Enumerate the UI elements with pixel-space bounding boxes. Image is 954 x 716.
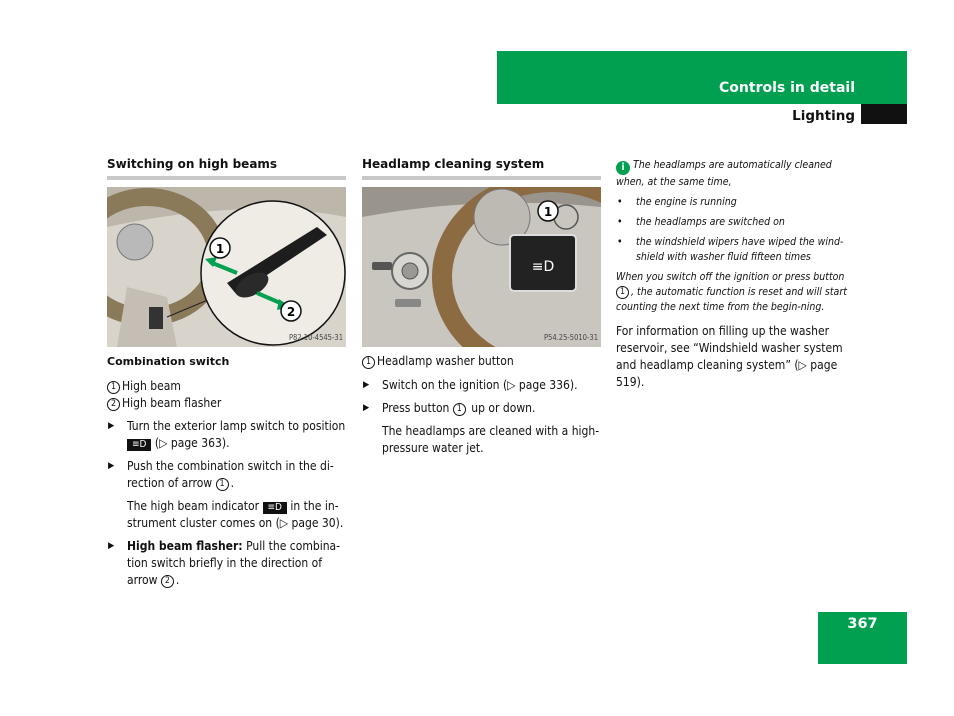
instruction-step: ▶ Push the combination switch in the di-rection of arrow 1 . [108,459,334,490]
arrow-bullet-icon: ▶ [108,541,115,551]
section-header-band [497,51,907,104]
figure-code: P54.25-5010-31 [543,333,598,342]
figure-caption: Combination switch [107,355,230,368]
arrow-bullet-icon: ▶ [363,403,370,413]
heading-high-beams: Switching on high beams [107,157,278,171]
callout-ref-2: 2 [161,575,174,588]
column-high-beams [107,156,346,589]
heading-rule [362,176,601,180]
instruction-step: ▶ High beam flasher: Pull the combina-tion switch briefly in the direction of arrow 2 . [108,539,341,587]
subsection-title: Lighting [792,108,855,124]
headlamp-washer-illustration [362,187,601,347]
headlamp-washer-symbol-icon: ≡D [531,259,555,275]
instruction-step: ▶ Turn the exterior lamp switch to position ≡D (▷ page 363). [108,419,346,450]
subsection-tab-marker [861,104,907,124]
page-number-tab [818,612,907,664]
figure-code: P82.10-4545-31 [288,333,343,342]
callout-1-label: 1 [543,205,553,219]
instruction-step: ▶ Press button 1 up or down. [363,401,536,415]
callout-ref-1: 1 [453,403,466,416]
high-beam-symbol-icon: ≡D [127,439,151,451]
info-icon: i [616,161,630,175]
callout-ref-1: 1 [216,478,229,491]
condition-item: • the engine is running [617,196,737,208]
heading-headlamp-cleaning: Headlamp cleaning system [362,157,545,171]
info-intro: i The headlamps are automatically cleaned when, at the same time, [616,159,832,188]
combination-switch-illustration [107,187,346,347]
section-title: Controls in detail [719,80,855,96]
combination-switch-figure [107,187,346,347]
legend-item: 1 Headlamp washer button [362,353,601,370]
legend-list [107,378,346,412]
arrow-bullet-icon: ▶ [363,380,370,390]
high-beam-indicator-icon: ≡D [263,502,287,514]
column-headlamp-cleaning [362,156,601,457]
callout-2-label: 2 [286,305,296,319]
result-note: The headlamps are cleaned with a high-pressure water jet. [382,424,600,455]
instruction-step: ▶ Switch on the ignition (▷ page 336). [363,378,578,392]
condition-item: • the windshield wipers have wiped the wind-shield with washer fluid fifteen times [617,236,844,263]
result-note: The high beam indicator ≡D in the in-strument cluster comes on (▷ page 30). [127,499,344,530]
reference-text: For information on filling up the washer reservoir, see “Windshield washer system and headlamp cleaning system” (▷ page 519). [616,324,843,389]
info-conclusion: When you switch off the ignition or press button 1 , the automatic function is reset and will start counting the next time from the begin-ning. [616,271,847,313]
legend-item: 1 High beam [107,378,346,395]
legend-item: 2 High beam flasher [107,395,346,412]
callout-ref-1: 1 [616,286,629,299]
heading-rule [107,176,346,180]
callout-1-label: 1 [215,242,225,256]
arrow-bullet-icon: ▶ [108,421,115,431]
page-number: 367 [847,616,878,632]
condition-item: • the headlamps are switched on [617,216,785,228]
arrow-bullet-icon: ▶ [108,461,115,471]
column-info [616,158,856,391]
headlamp-washer-figure [362,187,601,347]
